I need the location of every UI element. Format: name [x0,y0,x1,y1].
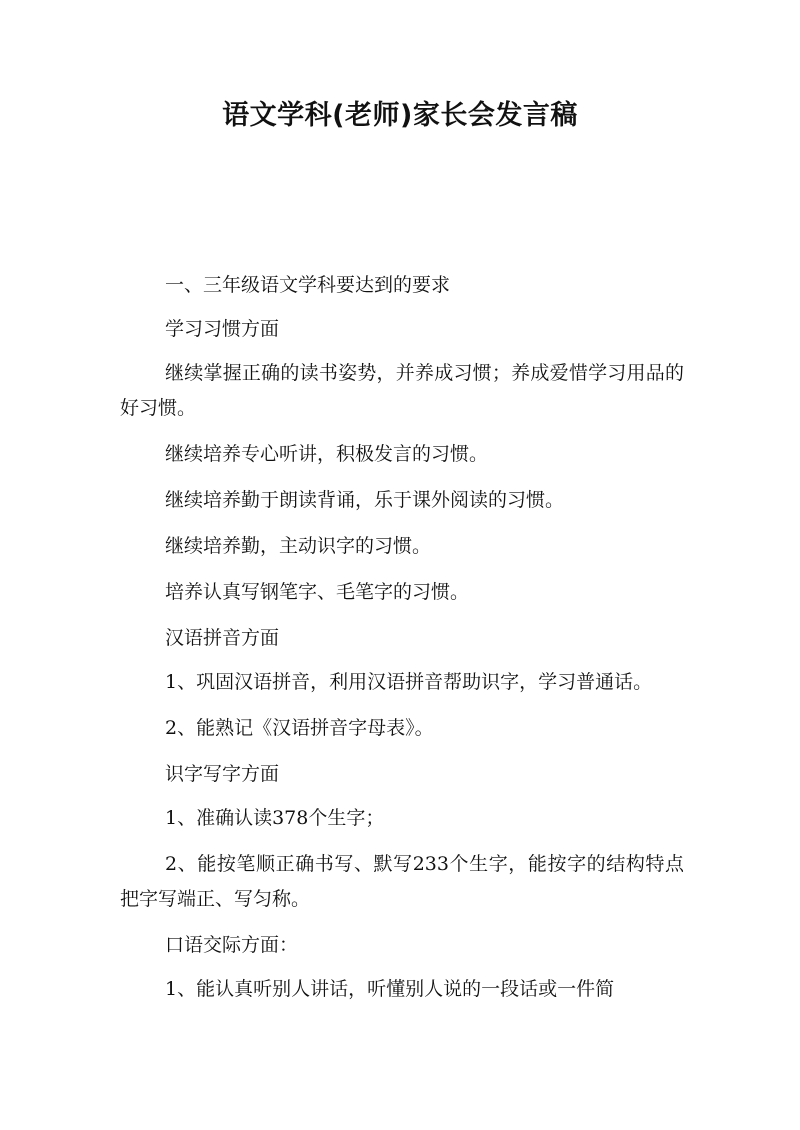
paragraph-writing-1: 1、准确认读378个生字； [165,807,385,829]
section-heading-requirements: 一、三年级语文学科要达到的要求 [165,274,451,296]
paragraph-writing-2: 2、能按笔顺正确书写、默写233个生字，能按字的结构特点把字写端正、写匀称。 [120,853,684,910]
subheading-writing: 识字写字方面 [165,763,280,785]
paragraph-reading-posture: 继续掌握正确的读书姿势，并养成习惯；养成爱惜学习用品的好习惯。 [120,362,684,419]
paragraph-oral-1: 1、能认真听别人讲话，听懂别人说的一段话或一件简 [165,978,615,1000]
paragraph-character-learning: 继续培养勤，主动识字的习惯。 [165,535,432,557]
subheading-pinyin: 汉语拼音方面 [165,627,280,649]
paragraph-listening: 继续培养专心听讲，积极发言的习惯。 [165,443,489,465]
paragraph-pinyin-2: 2、能熟记《汉语拼音字母表》。 [165,717,434,739]
paragraph-calligraphy: 培养认真写钢笔字、毛笔字的习惯。 [165,581,470,603]
document-title: 语文学科(老师)家长会发言稿 [222,100,578,131]
subheading-study-habits: 学习习惯方面 [165,318,280,340]
paragraph-pinyin-1: 1、巩固汉语拼音，利用汉语拼音帮助识字，学习普通话。 [165,671,653,693]
subheading-oral-communication: 口语交际方面： [165,934,299,956]
paragraph-reading-aloud: 继续培养勤于朗读背诵，乐于课外阅读的习惯。 [165,489,565,511]
document-body [120,268,684,1018]
